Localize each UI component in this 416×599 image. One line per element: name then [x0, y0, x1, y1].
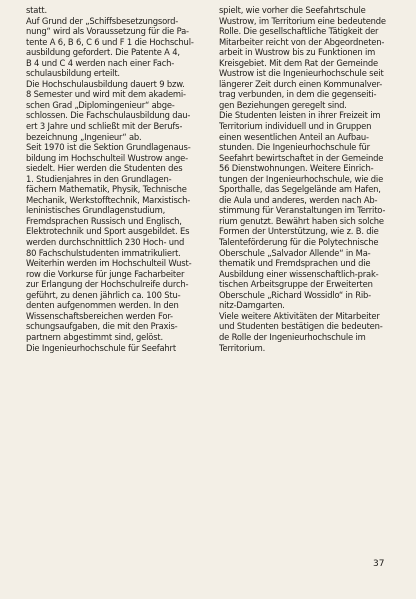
text-line: leninistisches Grundlagenstudium,: [26, 205, 166, 216]
text-line: Mitarbeiter reicht von der Abgeordneten-: [219, 36, 385, 47]
text-line: Wustrow, im Territorium eine bedeutende: [219, 15, 386, 26]
text-line: 1. Studienjahres in den Grundlagen-: [26, 173, 172, 184]
text-line: Territorium.: [219, 342, 266, 353]
text-line: Ausbildung einer wissenschaftlich-prak-: [219, 268, 379, 279]
text-line: Die Hochschulausbildung dauert 9 bzw.: [26, 78, 185, 89]
text-line: stimmung für Veranstaltungen im Territo-: [219, 205, 386, 216]
text-line: Die Studenten leisten in ihrer Freizeit im: [219, 110, 381, 121]
text-line: siedelt. Hier werden die Studenten des: [26, 163, 183, 174]
text-line: denten aufgenommen werden. In den: [26, 300, 179, 311]
text-line: Wissenschaftsbereichen werden For-: [26, 310, 173, 321]
text-line: Wustrow ist die Ingenieurhochschule seit: [219, 68, 384, 79]
text-line: Fremdsprachen Russisch und Englisch,: [26, 215, 182, 226]
text-line: bezeichnung „Ingenieur“ ab.: [26, 131, 142, 142]
text-line: tente A 6, B 6, C 6 und F 1 die Hochschul-: [26, 36, 194, 47]
text-line: Seefahrt bewirtschaftet in der Gemeinde: [219, 152, 384, 163]
text-line: schlossen. Die Fachschulausbildung dau-: [26, 110, 191, 121]
text-line: fächern Mathematik, Physik, Technische: [26, 184, 187, 195]
text-line: Auf Grund der „Schiffsbesetzungsord-: [26, 15, 179, 26]
text-line: schulausbildung erteilt.: [26, 68, 120, 79]
text-line: zur Erlangung der Hochschulreife durch-: [26, 279, 189, 290]
text-line: Rolle. Die gesellschaftliche Tätigkeit der: [219, 26, 379, 37]
text-line: Oberschule „Richard Wossidlo“ in Rib-: [219, 289, 371, 300]
text-line: nitz-Damgarten.: [219, 300, 285, 311]
text-line: stunden. Die Ingenieurhochschule für: [219, 142, 370, 153]
text-line: gen Beziehungen geregelt sind.: [219, 99, 347, 110]
text-line: ausbildung gefordert. Die Patente A 4,: [26, 47, 180, 58]
left-text-column: [26, 5, 210, 353]
text-line: ert 3 Jahre und schließt mit der Berufs-: [26, 121, 183, 132]
text-line: arbeit in Wustrow bis zu Funktionen im: [219, 47, 376, 58]
text-line: de Rolle der Ingenieurhochschule im: [219, 331, 366, 342]
text-line: Oberschule „Salvador Allende“ in Ma-: [219, 247, 371, 258]
text-line: Kreisgebiet. Mit dem Rat der Gemeinde: [219, 57, 378, 68]
text-line: schungsaufgaben, die mit den Praxis-: [26, 321, 178, 332]
text-line: Viele weitere Aktivitäten der Mitarbeiter: [219, 310, 380, 321]
text-line: die Aula und anderes, werden nach Ab-: [219, 194, 378, 205]
text-line: 80 Fachschulstudenten immatrikuliert.: [26, 247, 181, 258]
right-text-column: [219, 5, 403, 353]
text-line: nung“ wird als Voraussetzung für die Pa-: [26, 26, 189, 37]
text-line: und Studenten bestätigen die bedeuten-: [219, 321, 383, 332]
text-line: werden durchschnittlich 230 Hoch- und: [26, 237, 185, 248]
text-line: rium genutzt. Bewährt haben sich solche: [219, 215, 384, 226]
text-line: längerer Zeit durch einen Kommunalver-: [219, 78, 383, 89]
text-line: Sporthalle, das Segelgelände am Hafen,: [219, 184, 381, 195]
text-line: spielt, wie vorher die Seefahrtschule: [219, 5, 366, 15]
text-line: bildung im Hochschulteil Wustrow ange-: [26, 152, 188, 163]
text-line: Die Ingenieurhochschule für Seefahrt: [26, 342, 176, 353]
text-line: statt.: [26, 5, 47, 15]
text-line: Weiterhin werden im Hochschulteil Wust-: [26, 258, 192, 269]
text-line: partnern abgestimmt sind, gelöst.: [26, 331, 163, 342]
page-number: 37: [373, 559, 385, 569]
text-line: Formen der Unterstützung, wie z. B. die: [219, 226, 379, 237]
text-line: geführt, zu denen jährlich ca. 100 Stu-: [26, 289, 181, 300]
text-line: einen wesentlichen Anteil an Aufbau-: [219, 131, 369, 142]
text-line: Talentefördеrung für die Polytechnische: [219, 237, 379, 248]
text-line: Mechanik, Werkstofftechnik, Marxistisch-: [26, 194, 191, 205]
text-line: tischen Arbeitsgruppe der Erweiterten: [219, 279, 373, 290]
text-line: 8 Semester und wird mit dem akademi-: [26, 89, 186, 100]
text-line: thematik und Fremdsprachen und die: [219, 258, 371, 269]
text-line: 56 Dienstwohnungen. Weitere Einrich-: [219, 163, 374, 174]
text-line: row die Vorkurse für junge Facharbeiter: [26, 268, 185, 279]
text-line: schen Grad „Diplomingenieur“ abge-: [26, 99, 175, 110]
text-line: Elektrotechnik und Sport ausgebildet. Es: [26, 226, 190, 237]
text-line: Seit 1970 ist die Sektion Grundlagenaus-: [26, 142, 191, 153]
text-line: trag verbunden, in dem die gegenseiti-: [219, 89, 377, 100]
text-line: B 4 und C 4 werden nach einer Fach-: [26, 57, 175, 68]
text-line: tungen der Ingenieurhochschule, wie die: [219, 173, 384, 184]
text-line: Territorium individuell und in Gruppen: [219, 121, 372, 132]
